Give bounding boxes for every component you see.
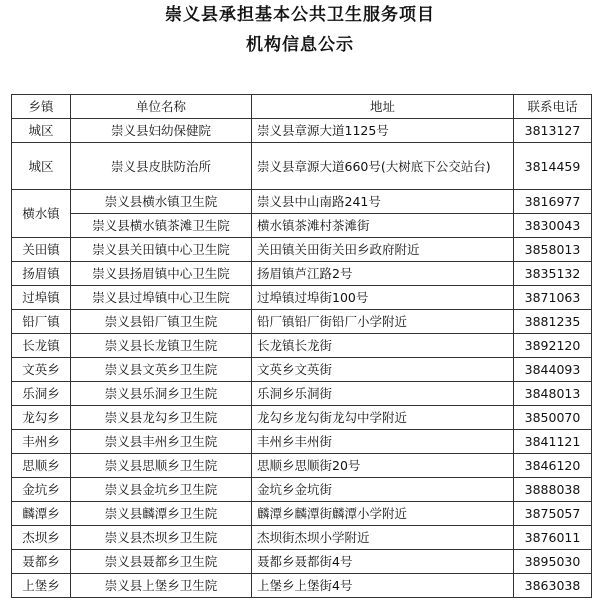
table-row [12,478,592,502]
cell-unit: 崇义县丰州乡卫生院 [71,430,252,454]
cell-town: 横水镇 [12,190,71,238]
cell-address: 长龙镇长龙街 [252,334,514,358]
table-row [12,334,592,358]
cell-address: 聂都乡聂都街4号 [252,550,514,574]
cell-unit: 崇义县长龙镇卫生院 [71,334,252,358]
cell-unit: 崇义县麟潭乡卫生院 [71,502,252,526]
cell-phone: 3846120 [514,454,592,478]
cell-phone: 3814459 [514,143,592,190]
cell-unit: 崇义县龙勾乡卫生院 [71,406,252,430]
page-title: 崇义县承担基本公共卫生服务项目 [165,5,435,25]
header-phone: 联系电话 [514,95,592,119]
cell-town: 龙勾乡 [12,406,71,430]
cell-address: 过埠镇过埠街100号 [252,286,514,310]
header-town: 乡镇 [12,95,71,119]
cell-unit: 崇义县皮肤防治所 [71,143,252,190]
cell-town: 城区 [12,143,71,190]
cell-phone: 3881235 [514,310,592,334]
cell-address: 乐洞乡乐洞街 [252,382,514,406]
cell-unit: 崇义县上堡乡卫生院 [71,574,252,598]
cell-unit: 崇义县过埠镇中心卫生院 [71,286,252,310]
page-subtitle: 机构信息公示 [246,35,354,55]
table-row [12,406,592,430]
cell-town: 麟潭乡 [12,502,71,526]
cell-phone: 3875057 [514,502,592,526]
table-row [12,574,592,598]
cell-unit: 崇义县妇幼保健院 [71,119,252,143]
cell-address: 金坑乡金坑街 [252,478,514,502]
table-row [12,454,592,478]
cell-unit: 崇义县关田镇中心卫生院 [71,238,252,262]
cell-unit: 崇义县杰坝乡卫生院 [71,526,252,550]
cell-town: 思顺乡 [12,454,71,478]
cell-town: 长龙镇 [12,334,71,358]
cell-address: 崇义县章源大道660号(大树底下公交站台) [252,143,514,190]
table-row [12,310,592,334]
cell-unit: 崇义县铅厂镇卫生院 [71,310,252,334]
cell-address: 杰坝街杰坝小学附近 [252,526,514,550]
cell-unit: 崇义县文英乡卫生院 [71,358,252,382]
cell-phone: 3863038 [514,574,592,598]
cell-town: 铅厂镇 [12,310,71,334]
cell-address: 崇义县中山南路241号 [252,190,514,214]
header-unit: 单位名称 [71,95,252,119]
cell-unit: 崇义县横水镇卫生院 [71,190,252,214]
cell-address: 文英乡文英街 [252,358,514,382]
cell-address: 丰州乡丰州街 [252,430,514,454]
cell-town: 丰州乡 [12,430,71,454]
cell-phone: 3830043 [514,214,592,238]
cell-unit: 崇义县思顺乡卫生院 [71,454,252,478]
table-row [12,382,592,406]
cell-address: 横水镇茶滩村茶滩街 [252,214,514,238]
cell-town: 扬眉镇 [12,262,71,286]
table-row [12,214,592,238]
table-row [12,358,592,382]
cell-town: 杰坝乡 [12,526,71,550]
cell-phone: 3816977 [514,190,592,214]
cell-unit: 崇义县乐洞乡卫生院 [71,382,252,406]
table-row [12,430,592,454]
cell-phone: 3841121 [514,430,592,454]
cell-town: 过埠镇 [12,286,71,310]
table-row [12,550,592,574]
table-row [12,526,592,550]
cell-town: 乐洞乡 [12,382,71,406]
cell-unit: 崇义县横水镇茶滩卫生院 [71,214,252,238]
cell-town: 金坑乡 [12,478,71,502]
table-row [12,190,592,214]
cell-address: 铅厂镇铅厂街铅厂小学附近 [252,310,514,334]
cell-address: 麟潭乡麟潭街麟潭小学附近 [252,502,514,526]
cell-address: 龙勾乡龙勾街龙勾中学附近 [252,406,514,430]
cell-phone: 3844093 [514,358,592,382]
cell-phone: 3876011 [514,526,592,550]
cell-phone: 3858013 [514,238,592,262]
cell-town: 城区 [12,119,71,143]
cell-phone: 3888038 [514,478,592,502]
cell-town: 关田镇 [12,238,71,262]
cell-address: 崇义县章源大道1125号 [252,119,514,143]
table-row [12,286,592,310]
cell-unit: 崇义县聂都乡卫生院 [71,550,252,574]
cell-phone: 3871063 [514,286,592,310]
cell-town: 聂都乡 [12,550,71,574]
cell-address: 关田镇关田街关田乡政府附近 [252,238,514,262]
table-row [12,262,592,286]
cell-phone: 3892120 [514,334,592,358]
institution-table [11,94,592,598]
table-row [12,502,592,526]
cell-phone: 3813127 [514,119,592,143]
cell-town: 文英乡 [12,358,71,382]
cell-town: 上堡乡 [12,574,71,598]
table-row [12,143,592,190]
table-row [12,238,592,262]
cell-phone: 3850070 [514,406,592,430]
cell-phone: 3895030 [514,550,592,574]
header-address: 地址 [252,95,514,119]
table-row [12,119,592,143]
cell-unit: 崇义县金坑乡卫生院 [71,478,252,502]
cell-address: 思顺乡思顺街20号 [252,454,514,478]
cell-address: 上堡乡上堡街4号 [252,574,514,598]
cell-unit: 崇义县扬眉镇中心卫生院 [71,262,252,286]
cell-phone: 3848013 [514,382,592,406]
cell-phone: 3835132 [514,262,592,286]
cell-address: 扬眉镇芦江路2号 [252,262,514,286]
table-header-row [12,95,592,119]
